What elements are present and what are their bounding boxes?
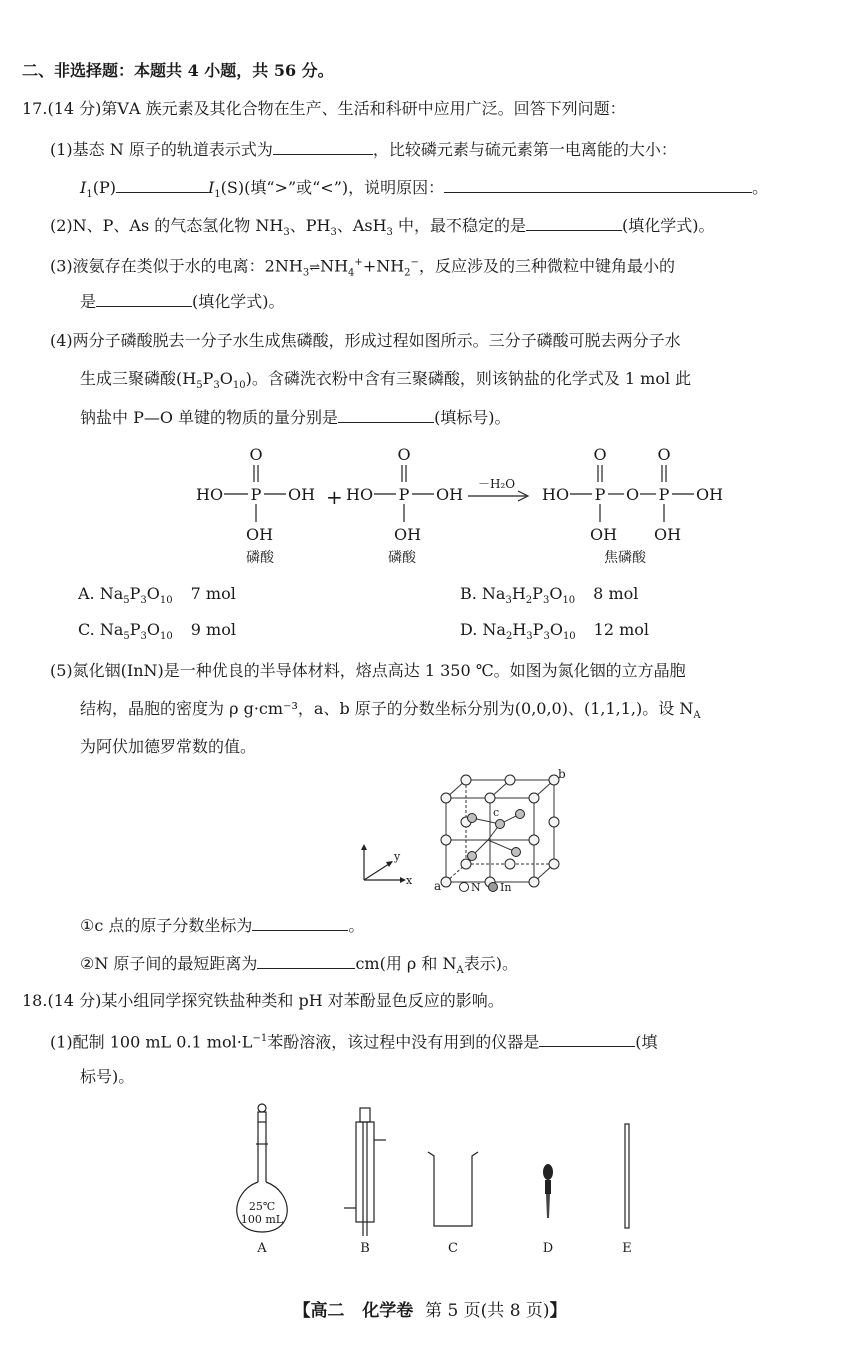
answer-blank[interactable] — [444, 176, 752, 193]
q17-part3-line2 — [80, 290, 285, 313]
oh-label: OH — [654, 525, 682, 544]
q17-p2-text-a: (2)N、P、As 的气态氢化物 NH — [50, 216, 284, 235]
ho-label: HO — [346, 485, 374, 504]
ionization-energy-p: I — [80, 178, 87, 197]
q18-part1-line1: (1)配制 100 mL 0.1 $mol\cdot L^{-1}$苯酚溶液，该过程中没有用到的仪器是 (填 — [50, 1032, 658, 1052]
q17-part4-line3 — [80, 406, 511, 429]
option-value: 7 mol — [190, 584, 236, 603]
atom-label-c: c — [493, 806, 500, 819]
answer-blank[interactable] — [96, 290, 192, 307]
instrument-label: C — [448, 1241, 458, 1256]
page-footer — [0, 1296, 860, 1321]
q17-p1-text-b: ，比较磷元素与硫元素第一电离能的大小： — [372, 140, 677, 159]
oh-label: OH — [246, 525, 274, 544]
atom-label-b: b — [558, 767, 566, 781]
q18-p1-text-b: 苯酚溶液，该过程中没有用到的仪器是 — [267, 1032, 540, 1052]
answer-blank[interactable] — [252, 914, 348, 931]
footer-bracket: 】 — [549, 1301, 567, 1321]
n-atom-legend-icon — [460, 883, 469, 892]
option-value: 8 mol — [593, 584, 639, 603]
q17-p1-text-a: (1)基态 N 原子的轨道表示式为 — [50, 140, 273, 159]
q17-p2-text-b: 中，最不稳定的是 — [398, 216, 527, 235]
q17-p3-text-c: 是 — [80, 292, 97, 311]
arrow-label: －H₂O — [478, 477, 516, 491]
ho-label: HO — [196, 485, 224, 504]
q18-p1-text-c: (填 — [635, 1032, 658, 1052]
oxygen-label: O — [249, 445, 263, 464]
q17-sub2: ②N 原子间的最短距离为 cm(用 ρ 和 $N_A$表示)。 — [80, 954, 518, 977]
bridge-oxygen-label: O — [626, 485, 640, 504]
oxygen-label: O — [593, 445, 607, 464]
instrument-label: E — [622, 1241, 632, 1256]
q17-p2-text-c: (填化学式)。 — [622, 216, 715, 235]
answer-blank[interactable] — [338, 406, 434, 423]
q17-p3-text-d: (填化学式)。 — [192, 292, 285, 311]
molecule-name-2: 磷酸 — [388, 550, 416, 566]
sub2-text-b: cm(用 ρ 和 N — [355, 954, 457, 973]
atom-label-a: a — [434, 879, 442, 893]
in-atom-legend-icon — [489, 883, 498, 892]
sub1-end: 。 — [348, 916, 365, 935]
q17-p4-text-d: (填标号)。 — [434, 408, 511, 427]
phosphorus-label: P — [658, 485, 670, 504]
q17-p4-text-b: )。含磷洗衣粉中含有三聚磷酸，则该钠盐的化学式及 1 mol 此 — [245, 369, 692, 388]
q17-p1-text-c: (填“>”或“<”)，说明原因： — [244, 178, 445, 197]
answer-blank[interactable] — [116, 176, 208, 193]
dropper-icon — [543, 1164, 553, 1218]
q17-p5-text: 结构，晶胞的密度为 ρ g·cm⁻³，a、b 原子的分数坐标分别为(0,0,0)、(1,1,1,)。设 N — [80, 699, 694, 718]
legend-in-label: In — [500, 881, 512, 894]
phosphorus-label: P — [594, 485, 606, 504]
instrument-label: D — [542, 1241, 554, 1256]
q17-part4-line2: 生成三聚磷酸$(H_5P_3O_{10})$。含磷洗衣粉中含有三聚磷酸，则该钠盐的化学式及 1 mol 此 — [80, 369, 692, 392]
answer-blank[interactable] — [539, 1030, 635, 1047]
z-axis-arrow-icon — [361, 844, 367, 850]
q17-p4-text-a: 生成三聚磷酸(H — [80, 369, 197, 388]
molecule-name-3: 焦磷酸 — [604, 550, 646, 566]
legend-n-label: N — [471, 881, 481, 894]
molecule-name-1: 磷酸 — [246, 550, 274, 566]
q17-part5-line3: 为阿伏加德罗常数的值。 — [80, 737, 257, 756]
q18-part1-line2: 标号)。 — [80, 1067, 135, 1086]
answer-blank[interactable] — [526, 214, 622, 231]
q17-p3-text-b: ，反应涉及的三种微粒中键角最小的 — [418, 256, 675, 276]
footer-subject: 化学卷 — [362, 1301, 414, 1321]
footer-page-number: 第 5 页(共 8 页) — [425, 1301, 550, 1321]
footer-grade: 高二 — [310, 1301, 345, 1321]
option-label: D. — [460, 620, 478, 639]
footer-bracket: 【 — [293, 1301, 311, 1321]
oxygen-label: O — [397, 445, 411, 464]
phosphorus-label: P — [398, 485, 410, 504]
oh-label: OH — [696, 485, 724, 504]
ho-label: HO — [542, 485, 570, 504]
option-value: 9 mol — [190, 620, 236, 639]
option-label: B. — [460, 584, 477, 603]
option-label: A. — [78, 584, 95, 603]
oxygen-label: O — [657, 445, 671, 464]
option-value: 12 mol — [593, 620, 650, 639]
oh-label: OH — [394, 525, 422, 544]
y-axis-arrow-icon — [386, 861, 393, 867]
q17-part4-line1: (4)两分子磷酸脱去一分子水生成焦磷酸，形成过程如图所示。三分子磷酸可脱去两分子水 — [50, 331, 681, 350]
oh-label: OH — [288, 485, 316, 504]
q17-part3-line1: (3)液氨存在类似于水的电离：$2NH_3\rightleftharpoons NH_4^++NH_2^-$，反应涉及的三种微粒中键角最小的 — [50, 256, 675, 279]
flask-volume-label: 100 mL — [240, 1213, 284, 1226]
q17-p3-text-a: (3)液氨存在类似于水的电离：2NH — [50, 256, 303, 276]
axis-label-y: y — [394, 850, 401, 863]
flask-temp-label: 25℃ — [248, 1200, 276, 1213]
q18-header: 18.(14 分)某小组同学探究铁盐种类和 pH 对苯酚显色反应的影响。 — [22, 991, 504, 1010]
q17-part5-line1: (5)氮化铟(InN)是一种优良的半导体材料，熔点高达 1 350 ℃。如图为氮化铟的立方晶胞 — [50, 661, 686, 680]
q17-part1-line2: $I_1(P)$ $I_1(S)$(填“>”或“<”)，说明原因： 。 — [80, 178, 769, 201]
q17-p4-text-c: 钠盐中 P—O 单键的物质的量分别是 — [80, 408, 339, 427]
inn-unit-cell-diagram — [348, 766, 568, 896]
instrument-label: A — [257, 1241, 267, 1256]
q17-part1-line1 — [50, 138, 677, 161]
q17-sub1 — [80, 914, 364, 937]
q18-p1-text-a: (1)配制 100 mL 0.1 mol·L — [50, 1032, 253, 1052]
answer-blank[interactable] — [257, 952, 355, 969]
q17-part2: (2)N、P、As 的气态氢化物 $NH_3$、$PH_3$、AsH$_3$ 中，最不稳定的是 (填化学式)。 — [50, 216, 715, 239]
option-label: C. — [78, 620, 95, 639]
option-d[interactable]: D. $Na_2H_3P_3O_{10}$ 12 mol — [460, 620, 650, 643]
section-title: 二、非选择题：本题共 4 小题，共 56 分。 — [22, 61, 334, 80]
lab-instruments-figure — [210, 1100, 650, 1260]
oh-label: OH — [436, 485, 464, 504]
instrument-label: B — [360, 1241, 370, 1256]
phosphorus-label: P — [250, 485, 262, 504]
q17-part5-line2: 结构，晶胞的密度为 ρ g·cm⁻³，a、b 原子的分数坐标分别为(0,0,0)、(1,1,1,)。设 $N_A$ — [80, 699, 701, 722]
oh-label: OH — [590, 525, 618, 544]
condenser-icon — [344, 1108, 386, 1236]
beaker-icon — [428, 1152, 478, 1226]
option-a[interactable]: A. $Na_5P_3O_{10}$ 7 mol — [78, 584, 236, 607]
sub2-text-c: 表示)。 — [463, 954, 518, 973]
sub1-text: ①c 点的原子分数坐标为 — [80, 916, 253, 935]
answer-blank[interactable] — [273, 138, 373, 155]
q17-header: 17.(14 分)第ⅤA 族元素及其化合物在生产、生活和科研中应用广泛。回答下列问题： — [22, 99, 626, 118]
option-c[interactable]: C. $Na_5P_3O_{10}$ 9 mol — [78, 620, 236, 643]
plus-sign: + — [326, 485, 343, 509]
glass-rod-icon — [625, 1124, 629, 1228]
sub2-text-a: ②N 原子间的最短距离为 — [80, 954, 258, 973]
pyrophosphoric-acid-reaction-diagram — [180, 440, 740, 570]
axis-label-x: x — [406, 874, 413, 887]
option-b[interactable]: B. $Na_3H_2P_3O_{10}$ 8 mol — [460, 584, 639, 607]
